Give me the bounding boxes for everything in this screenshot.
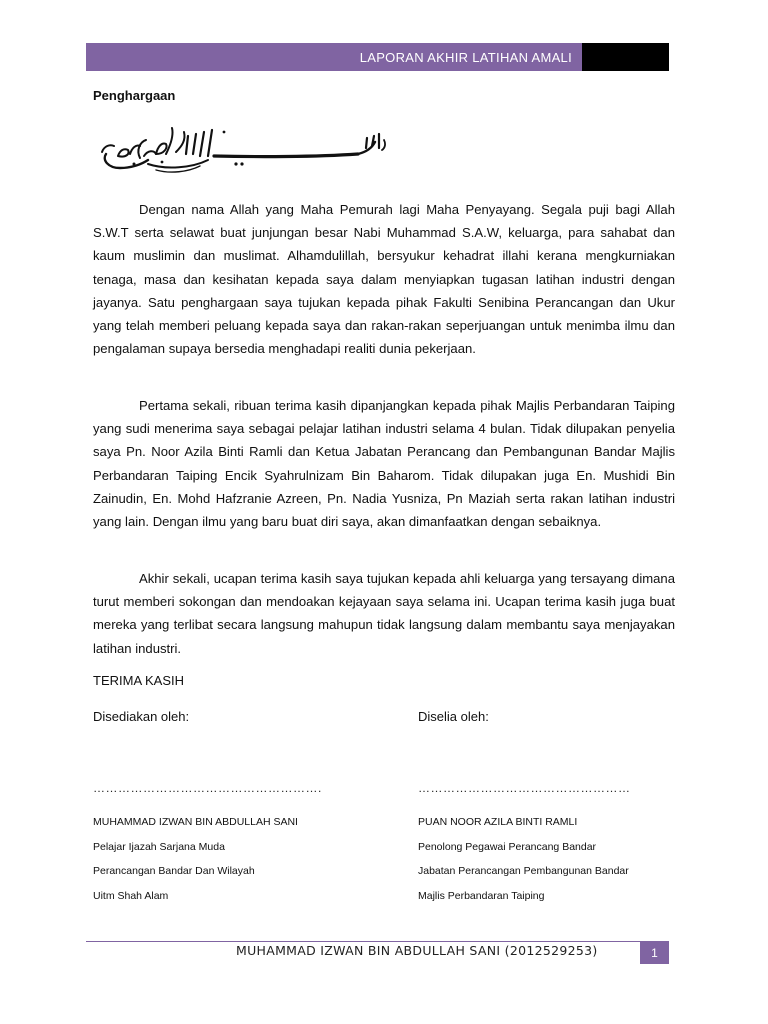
supervisor-organization: Majlis Perbandaran Taiping [418,890,545,902]
paragraph-1 [93,198,675,360]
footer-rule [86,941,669,942]
signature-line-right: …………………………………………… [418,781,631,795]
section-heading: Penghargaan [93,88,176,103]
page-number: 1 [640,942,669,964]
page-header [86,43,669,71]
preparer-title: Pelajar Ijazah Sarjana Muda [93,841,225,853]
supervisor-department: Jabatan Perancangan Pembangunan Bandar [418,865,629,877]
bismillah-calligraphy [96,124,388,176]
supervisor-name: PUAN NOOR AZILA BINTI RAMLI [418,816,578,828]
paragraph-3-text: Akhir sekali, ucapan terima kasih saya tujukan kepada ahli keluarga yang tersayang dimana turut memberi sokongan dan mendoakan kejayaan saya selama ini. Ucapan terima kasih juga buat mereka yang terlibat secara langsung mahupun tidak langsung dalam membantu saya menjayakan latihan industri. [93,571,675,656]
footer-author: MUHAMMAD IZWAN BIN ABDULLAH SANI (2012529253) [236,943,598,958]
paragraph-1-text: Dengan nama Allah yang Maha Pemurah lagi Maha Penyayang. Segala puji bagi Allah S.W.T serta selawat buat junjungan besar Nabi Muhammad S.A.W, keluarga, para sahabat dan kaum muslimin dan muslimat. Alhamdulillah, bersyukur kehadrat illahi kerana mengkurniakan tenaga, masa dan kesihatan kepada saya dalam menyiapkan tugasan latihan industri dengan jayanya. Satu penghargaan saya tujukan kepada pihak Fakulti Senibina Perancangan dan Ukur yang telah memberi peluang kepada saya dan rakan-rakan seperjuangan untuk menimba ilmu dan pengalaman supaya bersedia menghadapi realiti dunia pekerjaan. [93,202,675,357]
header-black-block [582,43,669,71]
preparer-program: Perancangan Bandar Dan Wilayah [93,865,255,877]
header-title-band [86,43,582,71]
prepared-by-label: Disediakan oleh: [93,709,190,724]
signature-line-left: ………………………………………………. [93,781,322,795]
paragraph-2 [93,394,675,533]
paragraph-3 [93,567,675,660]
preparer-name: MUHAMMAD IZWAN BIN ABDULLAH SANI [93,816,298,828]
preparer-institution: Uitm Shah Alam [93,890,169,902]
header-title: LAPORAN AKHIR LATIHAN AMALI [359,49,572,65]
paragraph-2-text: Pertama sekali, ribuan terima kasih dipanjangkan kepada pihak Majlis Perbandaran Taiping yang sudi menerima saya sebagai pelajar latihan industri selama 4 bulan. Tidak dilupakan penyelia saya Pn. Noor Azila Binti Ramli dan Ketua Jabatan Perancang dan Pembangunan Bandar Majlis Perbandaran Taiping Encik Syahrulnizam Bin Baharom. Tidak dilupakan juga En. Mushidi Bin Zainudin, En. Mohd Hafzranie Azreen, Pn. Nadia Yusniza, Pn Maziah serta rakan latihan industri yang lain. Dengan ilmu yang baru buat diri saya, akan dimanfaatkan dengan sebaiknya. [93,398,675,530]
closing-text: TERIMA KASIH [93,673,185,688]
supervisor-title: Penolong Pegawai Perancang Bandar [418,841,597,853]
supervised-by-label: Diselia oleh: [418,709,489,724]
